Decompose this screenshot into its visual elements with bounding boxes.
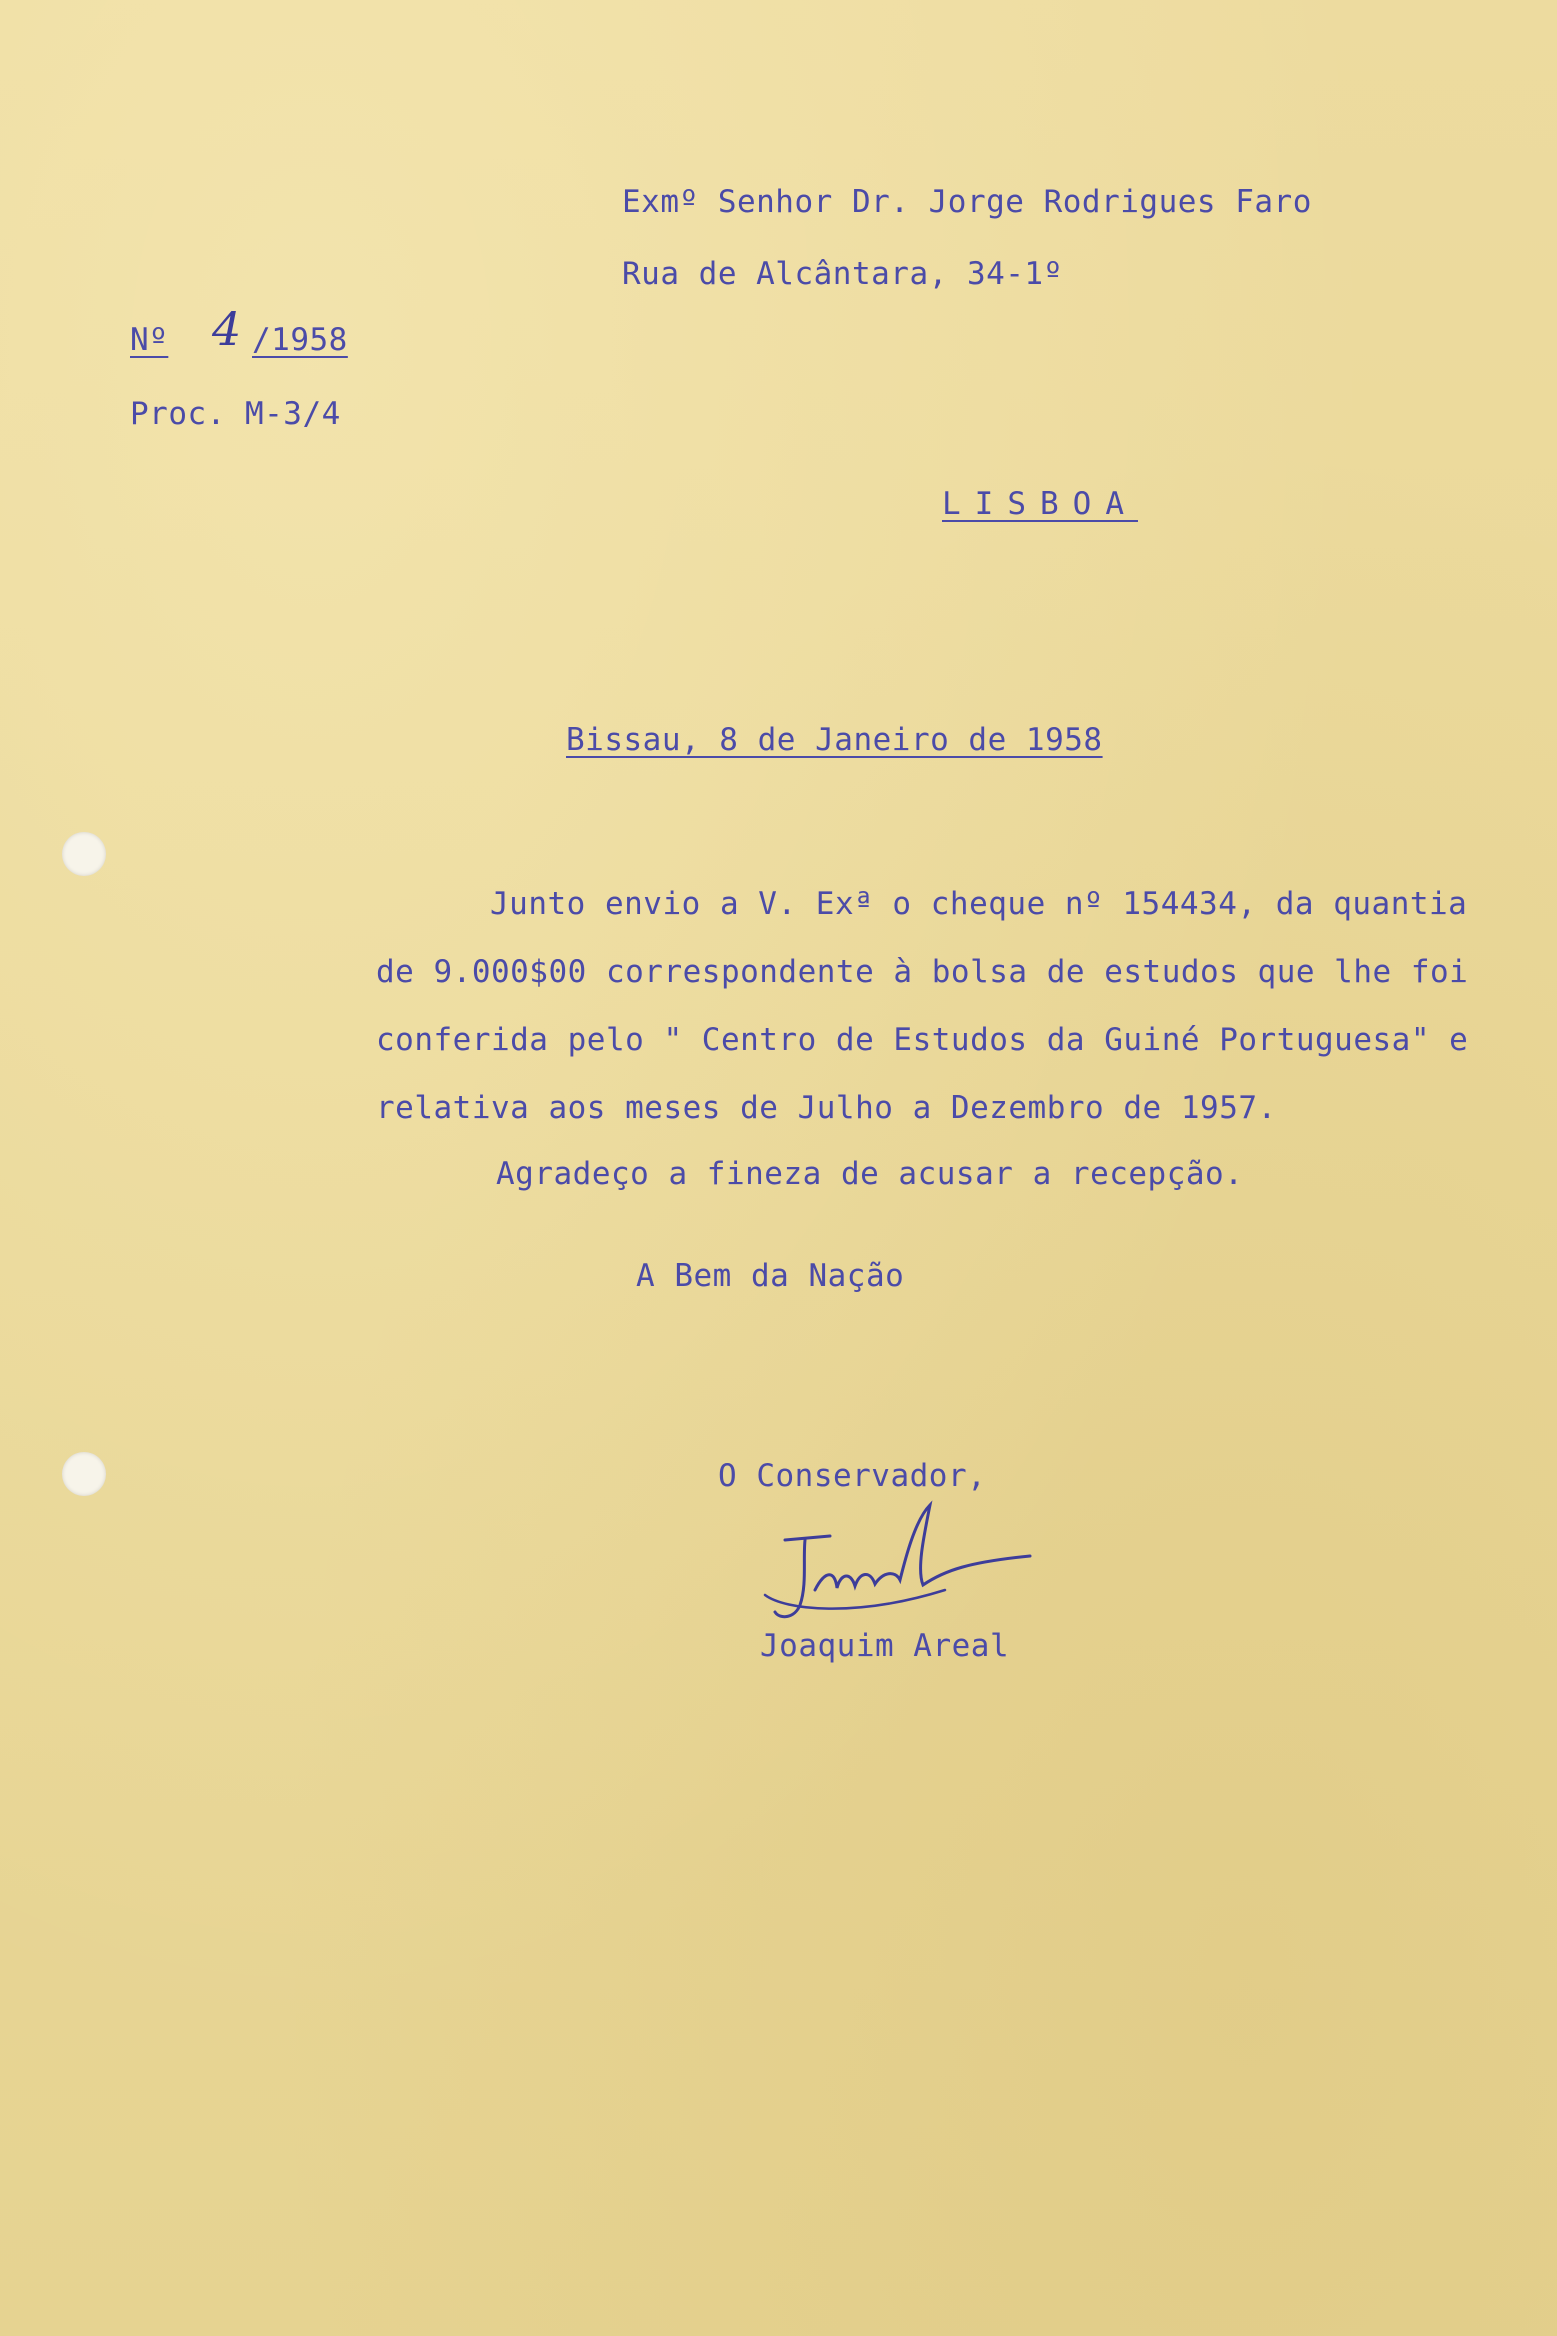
reference-number — [130, 302, 348, 360]
signatory-title: O Conservador, — [718, 1458, 987, 1494]
punch-hole-bottom — [62, 1452, 106, 1496]
body-line-4: relativa aos meses de Julho a Dezembro de 1957. — [376, 1090, 1277, 1126]
reference-number-handwritten: 4 — [212, 302, 242, 356]
reference-process: Proc. M-3/4 — [130, 396, 341, 432]
reference-number-suffix: /1958 — [252, 322, 348, 358]
destination-city: LISBOA — [942, 486, 1138, 522]
punch-hole-top — [62, 832, 106, 876]
body-line-1: Junto envio a V. Exª o cheque nº 154434, da quantia — [490, 886, 1468, 922]
signatory-name: Joaquim Areal — [760, 1628, 1010, 1664]
addressee-line-2: Rua de Alcântara, 34-1º — [622, 256, 1063, 292]
body-line-2: de 9.000$00 correspondente à bolsa de estudos que lhe foi — [376, 954, 1469, 990]
handwritten-signature — [745, 1500, 1045, 1640]
reference-number-prefix: Nº — [130, 322, 169, 358]
date-line: Bissau, 8 de Janeiro de 1958 — [566, 722, 1103, 758]
closing-salutation: A Bem da Nação — [636, 1258, 905, 1294]
addressee-line-1: Exmº Senhor Dr. Jorge Rodrigues Faro — [622, 184, 1312, 220]
body-line-3: conferida pelo " Centro de Estudos da Guiné Portuguesa" e — [376, 1022, 1469, 1058]
body-line-5: Agradeço a fineza de acusar a recepção. — [496, 1156, 1244, 1192]
